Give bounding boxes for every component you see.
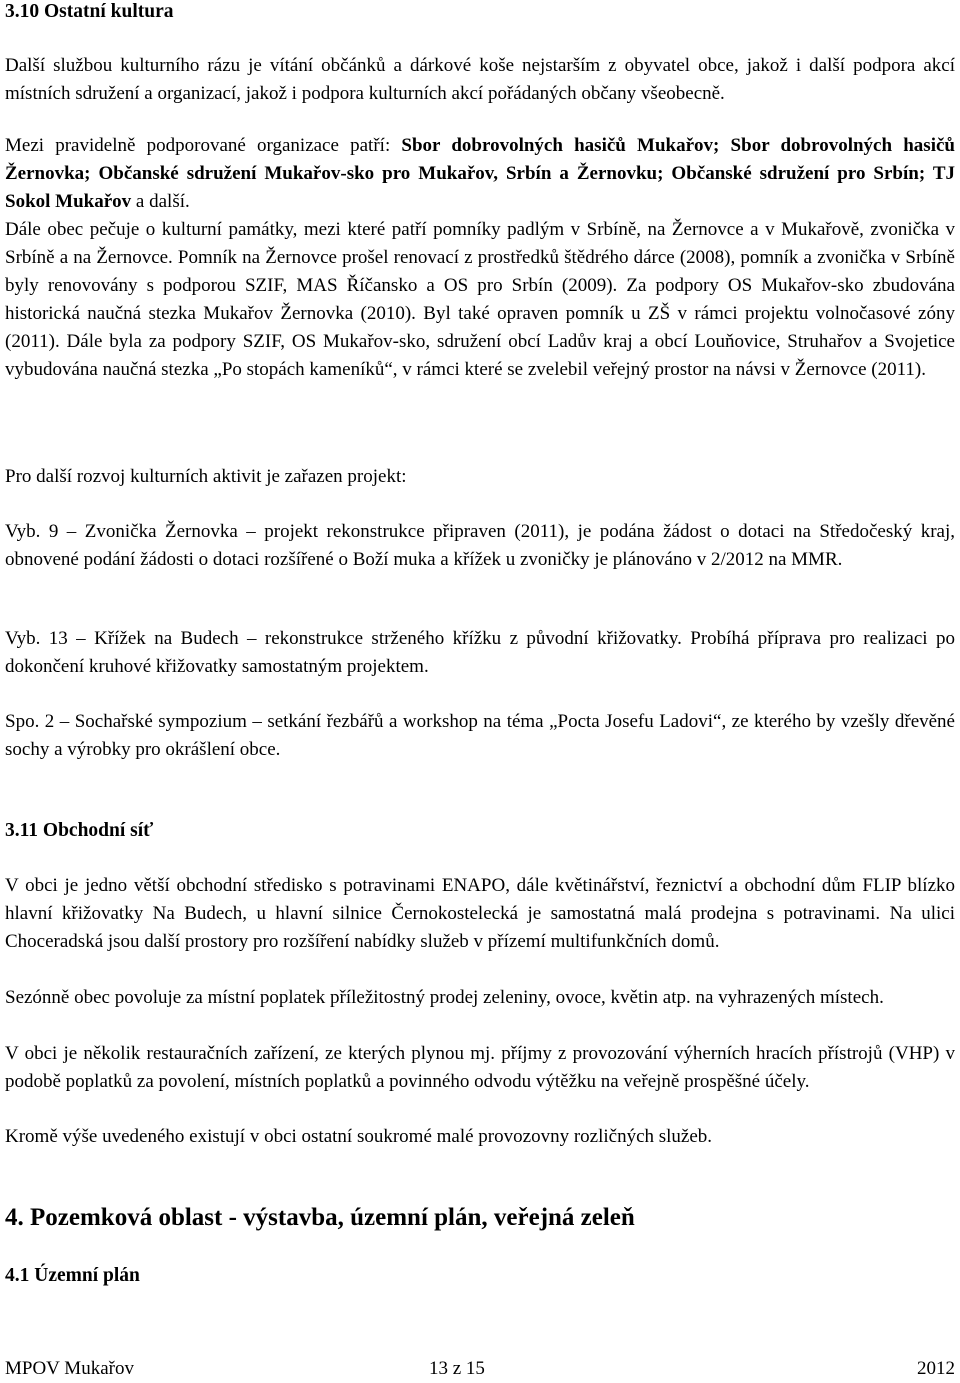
- section-heading-3-11: 3.11 Obchodní síť: [5, 820, 154, 841]
- footer-page-number: 13 z 15: [429, 1358, 485, 1379]
- paragraph-project-spo-2: Spo. 2 – Sochařské sympozium – setkání řezbářů a workshop na téma „Pocta Josefu Ladovi“, ze kterého by vzešly dřevěné sochy a výrobky pro okrášlení obce.: [5, 711, 955, 760]
- section-heading-4-1: 4.1 Územní plán: [5, 1265, 140, 1286]
- paragraph-project-vyb-13: Vyb. 13 – Křížek na Budech – rekonstrukce strženého křížku z původní křižovatky. Probíhá příprava pro realizaci po dokončení kruhové křižovatky samostatným projektem.: [5, 628, 955, 677]
- paragraph-supported-organizations: [5, 132, 955, 216]
- paragraph-shops: V obci je jedno větší obchodní středisko s potravinami ENAPO, dále květinářství, řeznictví a obchodní dům FLIP blízko hlavní křižovatky Na Budech, u hlavní silnice Černokostelecká je samostatná malá prodejna s potravinami. Na ulici Choceradská jsou další prostory pro rozšíření nabídky služeb v přízemí multifunkčních domů.: [5, 875, 955, 952]
- supported-orgs-list: Sbor dobrovolných hasičů Mukařov; Sbor dobrovolných hasičů Žernovka; Občanské sdružení Mukařov-sko pro Mukařov, Srbín a Žernovku; Občanské sdružení pro Srbín; TJ Sokol Mukařov: [5, 135, 955, 212]
- supported-orgs-lead: Mezi pravidelně podporované organizace patří:: [5, 135, 402, 156]
- chapter-heading-4: 4. Pozemková oblast - výstavba, územní plán, veřejná zeleň: [5, 1204, 635, 1231]
- page-footer: [5, 1356, 955, 1382]
- paragraph-culture-intro: Další službou kulturního rázu je vítání občánků a dárkové koše nejstarším z obyvatel obce, jakož i další podpora akcí místních sdružení a organizací, jakož i podpora kulturních akcí pořádaných občany všeobecně.: [5, 55, 955, 104]
- paragraph-other-services: Kromě výše uvedeného existují v obci ostatní soukromé malé provozovny rozličných služeb.: [5, 1126, 713, 1147]
- paragraph-restaurants: V obci je několik restauračních zařízení, ze kterých plynou mj. příjmy z provozování výherních hracích přístrojů (VHP) v podobě poplatků za povolení, místních poplatků a povinného odvodu výtěžku na veřejně prospěšné účely.: [5, 1043, 955, 1092]
- paragraph-monuments: Dále obec pečuje o kulturní památky, mezi které patří pomníky padlým v Srbíně, na Žernovce a v Mukařově, zvonička v Srbíně a na Žernovce. Pomník na Žernovce prošel renovací z prostředků štědrého dárce (2008), pomník a zvonička v Srbíně byly renovovány s podporou SZIF, MAS Říčansko a OS pro Srbín (2009). Za podpory OS Mukařov-sko zbudována historická naučná stezka Mukařov Žernovka (2010). Byl také opraven pomník u ZŠ v rámci projektu volnočasové zóny (2011). Dále byla za podpory SZIF, OS Mukařov-sko, sdružení obcí Ladův kraj a obcí Louňovice, Struhařov a Svojetice vybudována naučná stezka „Po stopách kameníků“, v rámci které se zvelebil veřejný prostor na návsi v Žernovce (2011).: [5, 219, 955, 380]
- footer-year: 2012: [917, 1358, 955, 1379]
- paragraph-project-vyb-9: Vyb. 9 – Zvonička Žernovka – projekt rekonstrukce připraven (2011), je podána žádost o dotaci na Středočeský kraj, obnovené podání žádosti o dotaci rozšířené o Boží muka a křížek u zvoničky je plánováno v 2/2012 na MMR.: [5, 521, 955, 570]
- supported-orgs-tail: a další.: [131, 191, 190, 212]
- section-heading-3-10: 3.10 Ostatní kultura: [5, 1, 174, 22]
- paragraph-project-intro: Pro další rozvoj kulturních aktivit je zařazen projekt:: [5, 466, 407, 487]
- paragraph-seasonal-sales: Sezónně obec povoluje za místní poplatek příležitostný prodej zeleniny, ovoce, květin atp. na vyhrazených místech.: [5, 987, 884, 1008]
- footer-document-name: MPOV Mukařov: [5, 1358, 134, 1379]
